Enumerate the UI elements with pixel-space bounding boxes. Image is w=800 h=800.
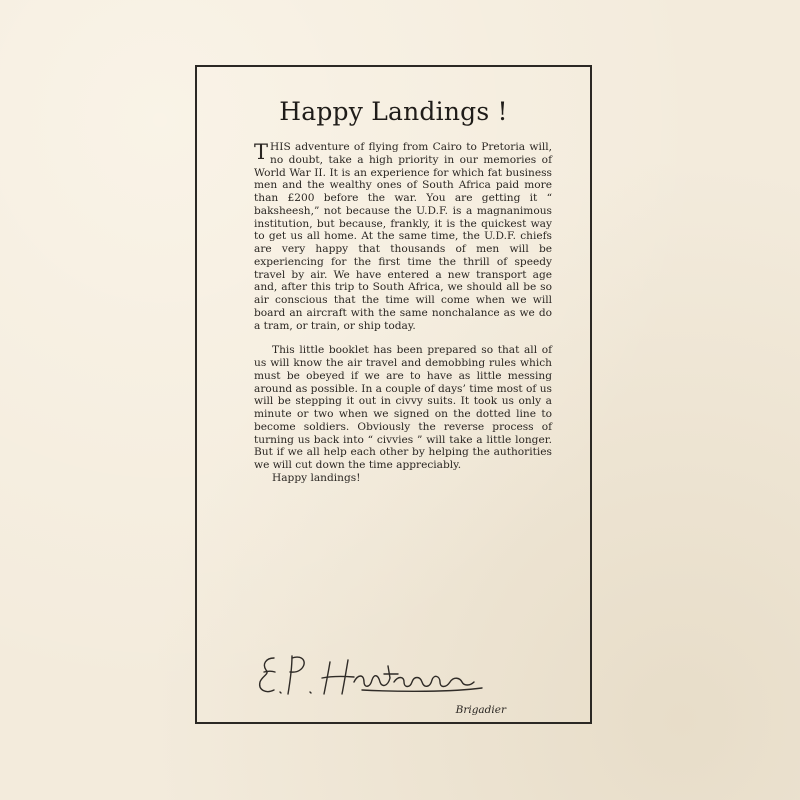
closing-line: Happy landings! — [272, 471, 361, 484]
handwritten-signature — [252, 652, 552, 700]
body-text — [254, 141, 552, 485]
drop-cap: T — [254, 140, 269, 164]
page-border-frame — [195, 65, 592, 724]
paragraph-2: This little booklet has been prepared so that all of us will know the air travel and demobbing rules which must be obeyed if we are to have as little messing around as possible. In a couple of days’ time most of us will be stepping it out in civvy suits. It took us only a minute or two when we signed on the dotted line to become soldiers. Obviously the reverse process of turning us back into “ civvies ” will take a little longer. But if we all help each other by helping the authorities we will cut down the time appreciably. — [254, 344, 552, 471]
signatory-rank: Brigadier — [455, 704, 506, 716]
paragraph-1-text: HIS adventure of flying from Cairo to Pretoria will, no doubt, take a high priority in our memories of World War II. It is an experience for which fat business men and the wealthy ones of South Africa paid more than £200 before the war. You are getting it “ baksheesh,” not because the U.D.F. is a magnanimous institution, but because, frankly, it is the quickest way to get us all home. At the same time, the U.D.F. chiefs are very happy that thousands of men will be experiencing for the first time the thrill of speedy travel by air. We have entered a new transport age and, after this trip to South Africa, we should all be so air conscious that the time will come when we will board an aircraft with the same nonchalance as we do a tram, or train, or ship today. — [254, 141, 552, 332]
page-title: Happy Landings ! — [279, 97, 508, 126]
paragraph-1 — [254, 141, 552, 332]
